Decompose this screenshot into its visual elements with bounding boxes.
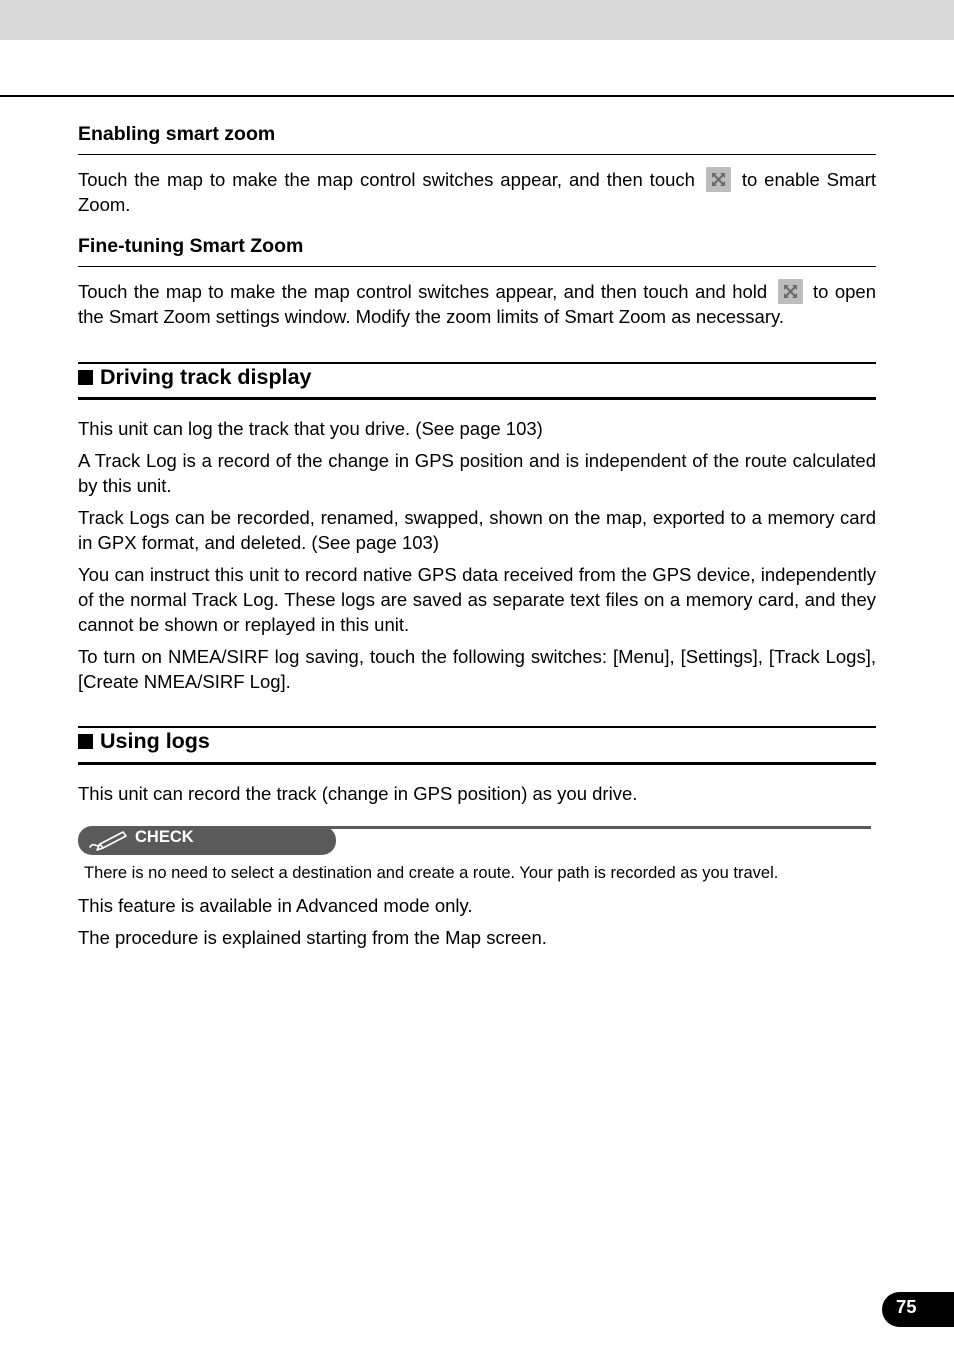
pencil-icon — [88, 828, 128, 857]
smart-zoom-icon — [778, 279, 803, 304]
check-label: CHECK — [135, 828, 194, 846]
text-after-icon: to enable Smart Zoom. — [78, 169, 876, 215]
heading-rule — [78, 154, 876, 155]
section-top-rule — [78, 726, 876, 728]
square-bullet-icon — [78, 734, 93, 749]
enabling-smart-zoom-text — [78, 167, 876, 217]
heading-enabling-smart-zoom: Enabling smart zoom — [78, 123, 276, 145]
page-number: 75 — [896, 1296, 917, 1317]
section-bottom-rule — [78, 762, 876, 765]
text-before-icon: Touch the map to make the map control switches appear, and then touch — [78, 169, 695, 190]
using-logs-line-2: The procedure is explained starting from the Map screen. — [78, 927, 547, 948]
section-title-text: Using logs — [100, 729, 210, 753]
smart-zoom-icon — [706, 167, 731, 192]
header-rule — [0, 95, 954, 97]
page-number-tab — [882, 1292, 954, 1327]
section-title-using-logs — [78, 729, 210, 754]
driving-paragraph-1: This unit can log the track that you drive. (See page 103) — [78, 418, 543, 439]
heading-rule — [78, 266, 876, 267]
text-after-icon: to open the Smart Zoom settings window. Modify the zoom limits of Smart Zoom as necessary. — [78, 281, 876, 327]
driving-paragraph-5: To turn on NMEA/SIRF log saving, touch the following switches: [Menu], [Settings], [Track Logs], [Create NMEA/SIRF Log]. — [78, 646, 876, 692]
text-before-icon: Touch the map to make the map control switches appear, and then touch and hold — [78, 281, 768, 302]
section-bottom-rule — [78, 397, 876, 400]
driving-paragraph-3: Track Logs can be recorded, renamed, swapped, shown on the map, exported to a memory card in GPX format, and deleted. (See page 103) — [78, 507, 876, 553]
header-band — [0, 0, 954, 40]
section-title-text: Driving track display — [100, 365, 312, 389]
section-title-driving-track — [78, 365, 312, 390]
using-logs-intro: This unit can record the track (change in GPS position) as you drive. — [78, 783, 638, 804]
check-note: There is no need to select a destination and create a route. Your path is recorded as you travel. — [84, 864, 779, 882]
using-logs-line-1: This feature is available in Advanced mode only. — [78, 895, 473, 916]
square-bullet-icon — [78, 370, 93, 385]
section-top-rule — [78, 362, 876, 364]
heading-fine-tuning: Fine-tuning Smart Zoom — [78, 235, 304, 257]
driving-paragraph-2: A Track Log is a record of the change in GPS position and is independent of the route calculated by this unit. — [78, 450, 876, 496]
fine-tuning-text — [78, 279, 876, 329]
check-rule — [300, 826, 871, 829]
driving-paragraph-4: You can instruct this unit to record native GPS data received from the GPS device, independently of the normal Track Log. These logs are saved as separate text files on a memory card, and they cannot be shown or replayed in this unit. — [78, 564, 876, 635]
